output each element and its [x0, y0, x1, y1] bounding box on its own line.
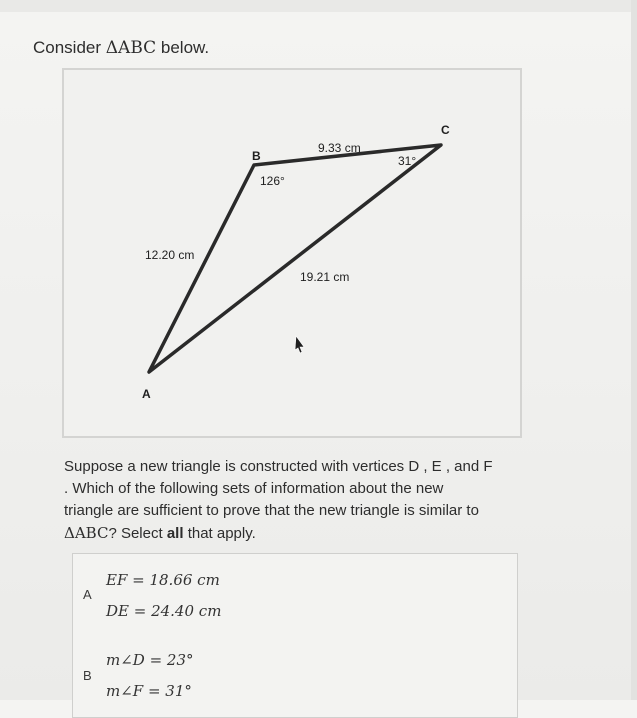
- vertex-c-label: C: [441, 123, 450, 137]
- option-a-line-1: EF = 18.66 cm: [106, 571, 220, 589]
- prompt-symbol: ΔABC: [64, 524, 109, 542]
- option-a[interactable]: [72, 553, 518, 639]
- prompt-line-2: . Which of the following sets of information about the new: [64, 480, 444, 497]
- vertex-b-label: B: [252, 149, 261, 163]
- prompt-select: ? Select: [108, 525, 163, 542]
- option-b-line-1: m∠D = 23°: [106, 651, 194, 669]
- angle-b-label: 126°: [260, 174, 285, 188]
- right-frame: [631, 0, 637, 700]
- question-prompt: [64, 456, 534, 545]
- triangle-diagram: [64, 70, 520, 436]
- angle-c-label: 31°: [398, 154, 417, 168]
- option-b[interactable]: [72, 637, 518, 718]
- option-b-line-2: m∠F = 31°: [106, 682, 192, 700]
- answer-options: [72, 553, 518, 713]
- option-b-letter: B: [83, 668, 92, 683]
- intro-symbol: ΔABC: [105, 38, 157, 58]
- top-frame: [0, 0, 637, 12]
- side-bc-label: 9.33 cm: [318, 141, 361, 155]
- question-intro: [33, 38, 209, 58]
- option-a-letter: A: [83, 587, 92, 602]
- prompt-all: all: [166, 525, 184, 542]
- mouse-cursor-icon: [295, 336, 304, 353]
- prompt-line-1: Suppose a new triangle is constructed with vertices D , E , and F: [64, 458, 493, 475]
- prompt-end: that apply.: [187, 525, 256, 542]
- prompt-line-3: triangle are sufficient to prove that the new triangle is similar to: [64, 502, 479, 519]
- triangle-figure: [62, 68, 522, 438]
- intro-prefix: Consider: [33, 38, 102, 57]
- vertex-a-label: A: [142, 387, 151, 401]
- side-ac-label: 19.21 cm: [300, 270, 350, 284]
- side-ab-label: 12.20 cm: [145, 248, 195, 262]
- option-a-line-2: DE = 24.40 cm: [106, 602, 222, 620]
- intro-suffix: below.: [160, 38, 210, 57]
- prompt-line-4: [64, 522, 534, 545]
